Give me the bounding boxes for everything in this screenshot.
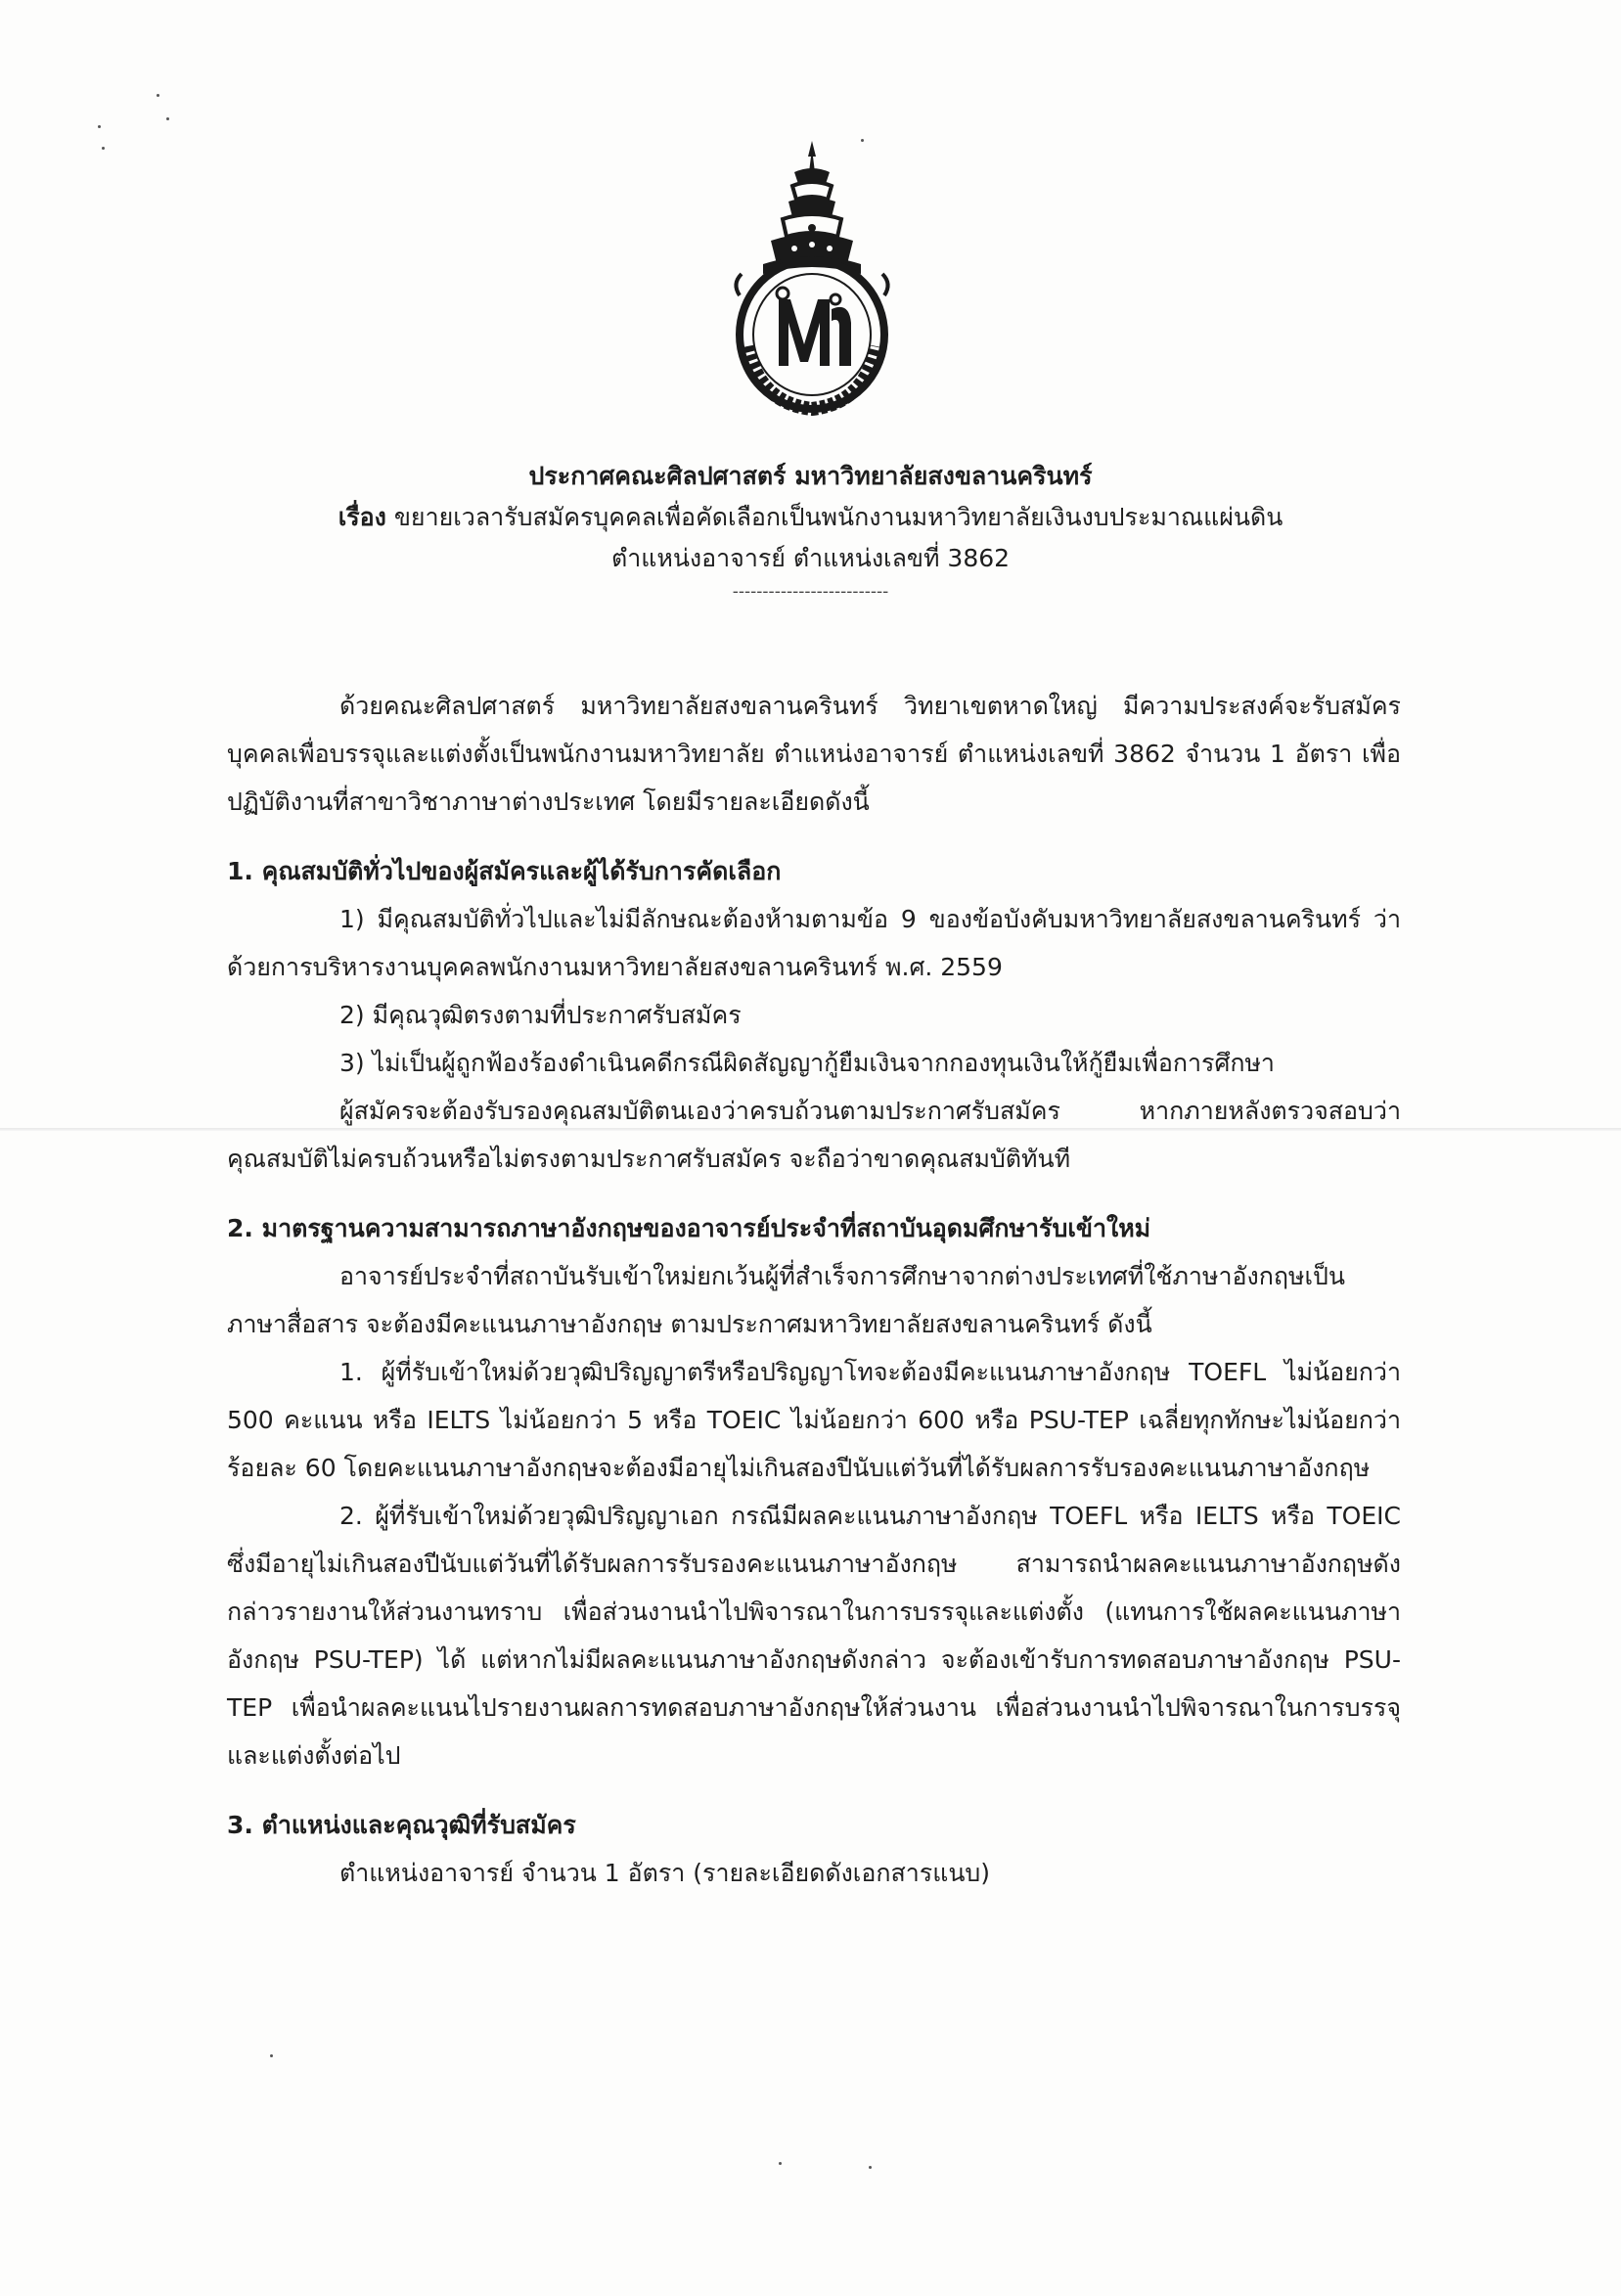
scan-speck [270, 2054, 273, 2057]
subject-text: ขยายเวลารับสมัครบุคคลเพื่อคัดเลือกเป็นพนักงานมหาวิทยาลัยเงินงบประมาณแผ่นดิน [385, 503, 1283, 531]
announcement-header [0, 456, 1621, 605]
section1-item: 3) ไม่เป็นผู้ถูกฟ้องร้องดำเนินคดีกรณีผิดสัญญากู้ยืมเงินจากกองทุนเงินให้กู้ยืมเพื่อการศึกษา [339, 1049, 1275, 1077]
section3-heading: 3. ตำแหน่งและคุณวุฒิที่รับสมัคร [227, 1811, 576, 1839]
position-line: ตำแหน่งอาจารย์ ตำแหน่งเลขที่ 3862 [610, 544, 1011, 572]
scan-speck [869, 2166, 872, 2169]
section3-detail: ตำแหน่งอาจารย์ จำนวน 1 อัตรา (รายละเอียดดังเอกสารแนบ) [339, 1859, 991, 1887]
section2-item: 2. ผู้ที่รับเข้าใหม่ด้วยวุฒิปริญญาเอก กรณีมีผลคะแนนภาษาอังกฤษ TOEFL หรือ IELTS หรือ TOEIC ซึ่งมีอายุไม่เกินสองปีนับแต่วันที่ได้รับผลการรับรองคะแนนภาษาอังกฤษ สามารถนำผลคะแนนภาษาอังกฤษดังกล่าวรายงานให้ส่วนงานทราบ เพื่อส่วนงานนำไปพิจารณาในการบรรจุและแต่งตั้ง (แทนการใช้ผลคะแนนภาษาอังกฤษ PSU-TEP) ได้ แต่หากไม่มีผลคะแนนภาษาอังกฤษดังกล่าว จะต้องเข้ารับการทดสอบภาษาอังกฤษ PSU-TEP เพื่อนำผลคะแนนไปรายงานผลการทดสอบภาษาอังกฤษให้ส่วนงาน เพื่อส่วนงานนำไปพิจารณาในการบรรจุและแต่งตั้งต่อไป [227, 1502, 1401, 1770]
scan-speck [157, 94, 159, 97]
announcement-subject [0, 497, 1621, 538]
scan-speck [102, 147, 105, 150]
scan-speck [98, 125, 101, 128]
section1-item: 2) มีคุณวุฒิตรงตามที่ประกาศรับสมัคร [339, 1001, 742, 1029]
subject-label: เรื่อง [338, 503, 386, 531]
intro-paragraph: ด้วยคณะศิลปศาสตร์ มหาวิทยาลัยสงขลานครินทร์ วิทยาเขตหาดใหญ่ มีความประสงค์จะรับสมัครบุคคลเพื่อบรรจุและแต่งตั้งเป็นพนักงานมหาวิทยาลัย ตำแหน่งอาจารย์ ตำแหน่งเลขที่ 3862 จำนวน 1 อัตรา เพื่อปฏิบัติงานที่สาขาวิชาภาษาต่างประเทศ โดยมีรายละเอียดดังนี้ [227, 692, 1401, 816]
section1-note: ผู้สมัครจะต้องรับรองคุณสมบัติตนเองว่าครบถ้วนตามประกาศรับสมัคร หากภายหลังตรวจสอบว่าคุณสมบัติไม่ครบถ้วนหรือไม่ตรงตามประกาศรับสมัคร จะถือว่าขาดคุณสมบัติทันที [227, 1097, 1401, 1173]
section2-item: 1. ผู้ที่รับเข้าใหม่ด้วยวุฒิปริญญาตรีหรือปริญญาโทจะต้องมีคะแนนภาษาอังกฤษ TOEFL ไม่น้อยกว่า 500 คะแนน หรือ IELTS ไม่น้อยกว่า 5 หรือ TOEIC ไม่น้อยกว่า 600 หรือ PSU-TEP เฉลี่ยทุกทักษะไม่น้อยกว่าร้อยละ 60 โดยคะแนนภาษาอังกฤษจะต้องมีอายุไม่เกินสองปีนับแต่วันที่ได้รับผลการรับรองคะแนนภาษาอังกฤษ [227, 1358, 1401, 1482]
scan-speck [166, 117, 169, 120]
scan-speck [779, 2162, 782, 2165]
section1-item: 1) มีคุณสมบัติทั่วไปและไม่มีลักษณะต้องห้ามตามข้อ 9 ของข้อบังคับมหาวิทยาลัยสงขลานครินทร์ ว่าด้วยการบริหารงานบุคคลพนักงานมหาวิทยาลัยสงขลานครินทร์ พ.ศ. 2559 [227, 905, 1401, 981]
header-divider: -------------------------- [732, 582, 889, 602]
psu-seal-icon [724, 127, 900, 421]
announcement-title: ประกาศคณะศิลปศาสตร์ มหาวิทยาลัยสงขลานครินทร์ [528, 462, 1093, 490]
announcement-body [227, 682, 1401, 1897]
section2-heading: 2. มาตรฐานความสามารถภาษาอังกฤษของอาจารย์ประจำที่สถาบันอุดมศึกษารับเข้าใหม่ [227, 1214, 1151, 1242]
section1-heading: 1. คุณสมบัติทั่วไปของผู้สมัครและผู้ได้รับการคัดเลือก [227, 857, 782, 885]
section2-intro: อาจารย์ประจำที่สถาบันรับเข้าใหม่ยกเว้นผู้ที่สำเร็จการศึกษาจากต่างประเทศที่ใช้ภาษาอังกฤษเป็นภาษาสื่อสาร จะต้องมีคะแนนภาษาอังกฤษ ตามประกาศมหาวิทยาลัยสงขลานครินทร์ ดังนี้ [227, 1262, 1345, 1338]
